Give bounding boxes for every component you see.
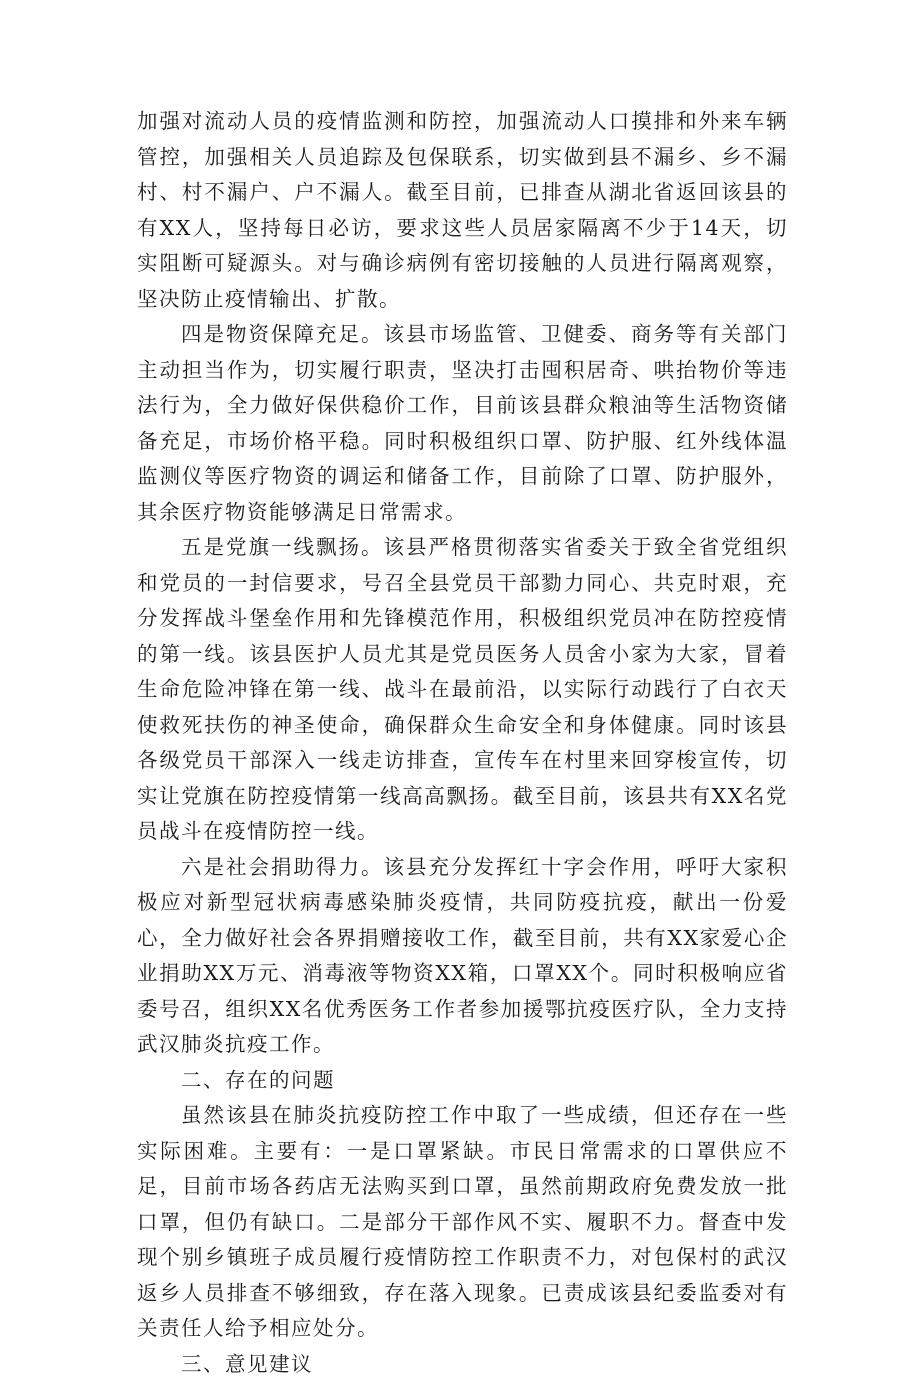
paragraph-intro-continued: 加强对流动人员的疫情监测和防控，加强流动人口摸排和外来车辆管控，加强相关人员追踪及包保联系，切实做到县不漏乡、乡不漏村、村不漏户、户不漏人。截至目前，已排查从湖北省返回该县的有XX人，坚持每日必访，要求这些人员居家隔离不少于14天，切实阻断可疑源头。对与确诊病例有密切接触的人员进行隔离观察，坚决防止疫情输出、扩散。 [137, 104, 788, 317]
document-body [137, 104, 788, 1382]
paragraph-problems: 虽然该县在肺炎抗疫防控工作中取了一些成绩，但还存在一些实际困难。主要有：一是口罩紧缺。市民日常需求的口罩供应不足，目前市场各药店无法购买到口罩，虽然前期政府免费发放一批口罩，但仍有缺口。二是部分干部作风不实、履职不力。督查中发现个别乡镇班子成员履行疫情防控工作职责不力，对包保村的武汉返乡人员排查不够细致，存在落入现象。已责成该县纪委监委对有关责任人给予相应处分。 [137, 1098, 788, 1347]
paragraph-party-flag: 五是党旗一线飘扬。该县严格贯彻落实省委关于致全省党组织和党员的一封信要求，号召全县党员干部勠力同心、共克时艰，充分发挥战斗堡垒作用和先锋模范作用，积极组织党员冲在防控疫情的第一线。该县医护人员尤其是党员医务人员舍小家为大家，冒着生命危险冲锋在第一线、战斗在最前沿，以实际行动践行了白衣天使救死扶伤的神圣使命，确保群众生命安全和身体健康。同时该县各级党员干部深入一线走访排查，宣传车在村里来回穿梭宣传，切实让党旗在防控疫情第一线高高飘扬。截至目前，该县共有XX名党员战斗在疫情防控一线。 [137, 530, 788, 850]
section-heading-suggestions: 三、意见建议 [137, 1347, 788, 1382]
section-heading-problems: 二、存在的问题 [137, 1063, 788, 1099]
paragraph-social-donation: 六是社会捐助得力。该县充分发挥红十字会作用，呼吁大家积极应对新型冠状病毒感染肺炎疫情，共同防疫抗疫，献出一份爱心，全力做好社会各界捐赠接收工作，截至目前，共有XX家爱心企业捐助XX万元、消毒液等物资XX箱，口罩XX个。同时积极响应省委号召，组织XX名优秀医务工作者参加援鄂抗疫医疗队，全力支持武汉肺炎抗疫工作。 [137, 850, 788, 1063]
paragraph-material-supply: 四是物资保障充足。该县市场监管、卫健委、商务等有关部门主动担当作为，切实履行职责，坚决打击囤积居奇、哄抬物价等违法行为，全力做好保供稳价工作，目前该县群众粮油等生活物资储备充足，市场价格平稳。同时积极组织口罩、防护服、红外线体温监测仪等医疗物资的调运和储备工作，目前除了口罩、防护服外，其余医疗物资能够满足日常需求。 [137, 317, 788, 530]
